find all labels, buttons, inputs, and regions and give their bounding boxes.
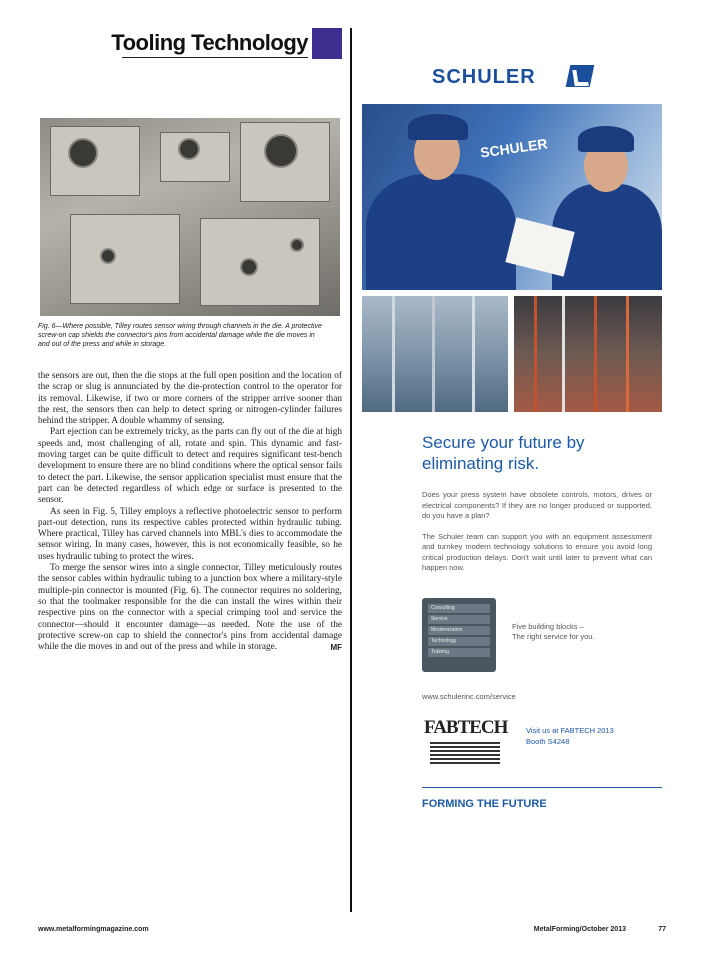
- article-paragraph: the sensors are out, then the die stops at the full open position and the location of the scrap or slug is annunciated by the die-protection control to the operator for its removal. Likewise, if two or more corners of the stripper arrive sooner than the rest, the sensors then can help to detect spring or nitrogen-cylinder failures behind the stripper. A double whammy of sensing.: [38, 371, 342, 427]
- article-paragraph-text: To merge the sensor wires into a single connector, Tilley meticulously routes the sensor cables within hydraulic tubing to a junction box where a military-style multiple-pin connector is mounted (Fig. 6). The connector requires no soldering, so that the toolmaker responsible for the die can install the wires within their respective pins on the connector with a special crimping tool and service the connector—should it encounter damage—as needed. Note the use of the protective screw-on cap to shield the connector's pins from accidental damage while the die moves in and out of the press and while in storage.: [38, 563, 342, 653]
- die-bolt: [178, 138, 200, 160]
- article-column: [38, 28, 342, 653]
- section-header: [38, 28, 342, 60]
- brand-logo: [362, 58, 662, 104]
- badge-line: Technology: [428, 637, 490, 646]
- die-photo: [40, 118, 340, 316]
- die-plate: [70, 214, 180, 304]
- article-paragraph: [38, 563, 342, 653]
- wire-stripe: [534, 296, 537, 412]
- schuler-advertisement[interactable]: [362, 58, 662, 810]
- badge-tagline-line: Five building blocks –: [512, 621, 584, 631]
- cabinet-stripe: [472, 296, 475, 412]
- wire-stripe: [594, 296, 597, 412]
- die-bolt: [290, 238, 304, 252]
- ad-paragraph: The Schuler team can support you with an equipment assessment and turnkey modern technology solutions to ensure you avoid long critical production delays. Don't wait until later to prevent what can happen now.: [422, 531, 652, 572]
- section-color-block: [312, 28, 342, 59]
- section-title: Tooling Technology: [111, 30, 308, 55]
- die-bolt: [264, 134, 298, 168]
- worker-figure: [366, 174, 516, 290]
- cabinet-stripe: [392, 296, 395, 412]
- brand-name: SCHULER: [432, 66, 536, 88]
- wiring-photo: [514, 296, 662, 412]
- fabtech-logo-bars: [430, 742, 500, 766]
- fabtech-info: [526, 725, 636, 747]
- footer-issue: MetalForming/October 2013: [533, 926, 626, 933]
- ad-headline: Secure your future by eliminating risk.: [422, 433, 585, 473]
- die-bolt: [240, 258, 258, 276]
- service-blocks-badge: [422, 598, 496, 672]
- page-number: 77: [658, 926, 666, 933]
- badge-line: Training: [428, 648, 490, 657]
- service-badge-row: [422, 598, 662, 674]
- fabtech-info-line: Booth S4248: [526, 736, 570, 746]
- wire-stripe: [626, 296, 629, 412]
- die-plate: [200, 218, 320, 306]
- end-mark: MF: [330, 643, 342, 653]
- badge-line: Consulting: [428, 604, 490, 613]
- ad-rule: [422, 787, 662, 788]
- fabtech-info-line: Visit us at FABTECH 2013: [526, 725, 614, 735]
- figure-caption: Fig. 6—Where possible, Tilley routes sensor wiring through channels in the die. A protective screw-on cap shields the connector's pins from accidental damage while the die moves in and out of the press and while in storage.: [38, 323, 322, 348]
- worker-cap: [408, 114, 468, 140]
- worker-cap: [578, 126, 634, 152]
- photo-row: [362, 296, 662, 412]
- fabtech-logo-text: FABTECH: [424, 716, 508, 738]
- badge-line: Modernization: [428, 626, 490, 635]
- ad-url-link[interactable]: www.schulerinc.com/service: [422, 691, 516, 701]
- fabtech-logo: [422, 717, 508, 769]
- ad-tagline: FORMING THE FUTURE: [422, 797, 547, 810]
- badge-line: Service: [428, 615, 490, 624]
- control-cabinet-photo: [362, 296, 508, 412]
- die-bolt: [100, 248, 116, 264]
- article-body: [38, 371, 342, 653]
- photo-sign: SCHULER: [479, 135, 549, 161]
- cabinet-stripe: [432, 296, 435, 412]
- page-footer: [38, 926, 666, 938]
- article-paragraph: Part ejection can be extremely tricky, as the parts can fly out of the die at high speeds and, most challenging of all, rotate and spin. This dynamic and fast-moving target can be quite difficult to detect and requires significant test-bench development to ensure there are no blind conditions where the optical sensor fails to detect the part. Likewise, the sensor application specialist must ensure that the part can be detected regardless of which edge or surface is presented to the sensor.: [38, 427, 342, 506]
- wire-stripe: [562, 296, 565, 412]
- header-rule: [122, 57, 308, 58]
- badge-tagline-line: The right service for you.: [512, 631, 595, 641]
- badge-tagline: [512, 622, 632, 642]
- workers-photo: [362, 104, 662, 290]
- column-divider: [350, 28, 352, 912]
- die-bolt: [68, 138, 98, 168]
- article-paragraph: As seen in Fig. 5, Tilley employs a reflective photoelectric sensor to perform part-out detection, runs its respective cables protected within hydraulic tubing. Where practical, Tilley has carved channels into MBL's dies to accommodate the sensor wiring. In many cases, however, this is not economically feasible, so he uses hydraulic tubing to protect the wires.: [38, 506, 342, 562]
- ad-paragraph: Does your press system have obsolete controls, motors, drives or electrical components? If they are no longer produced or supported, do you have a plan?: [422, 490, 652, 520]
- brand-mark-icon: [566, 65, 595, 87]
- footer-website: www.metalformingmagazine.com: [38, 926, 149, 933]
- fabtech-row: [422, 717, 662, 773]
